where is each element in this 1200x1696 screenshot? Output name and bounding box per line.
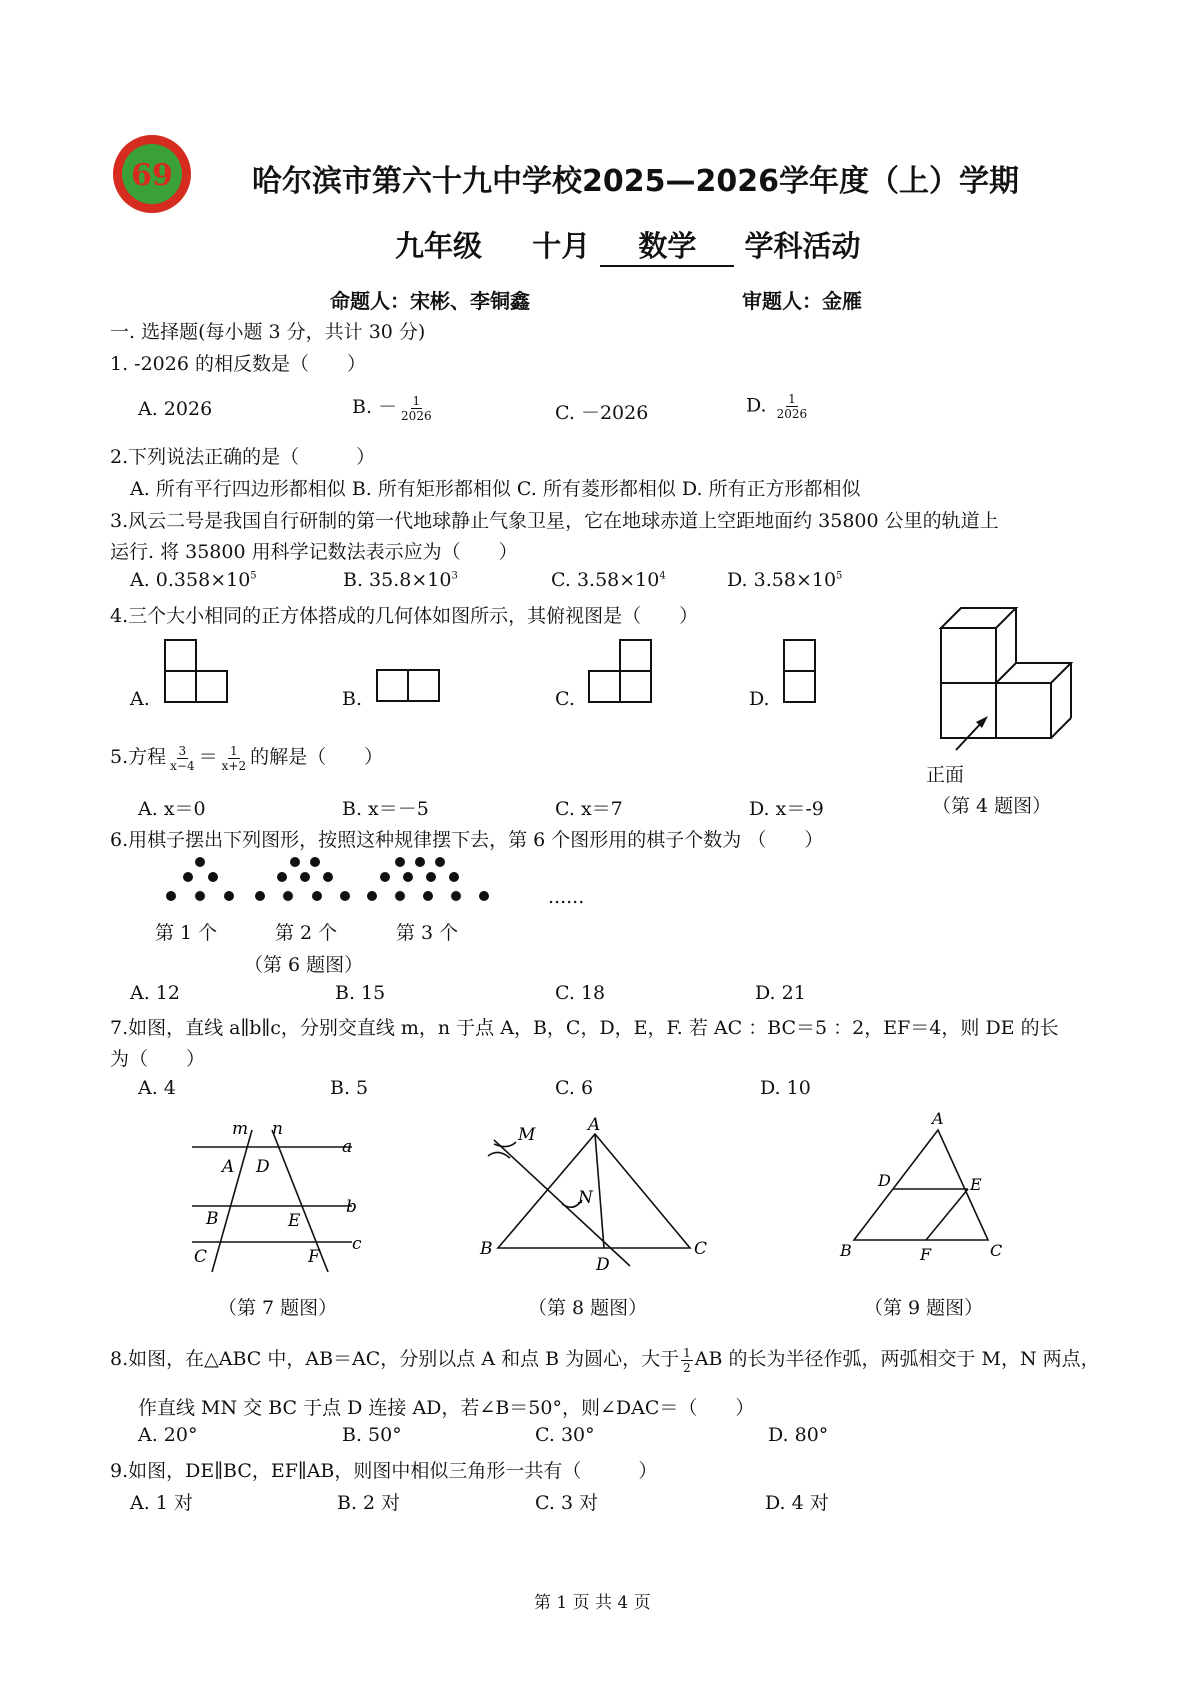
fig7-label-c: c [352,1234,362,1254]
fig7-label-A: A [222,1157,235,1177]
q5-stem-suffix: 的解是（ ） [250,746,384,768]
fraction-denominator: 2 [683,1360,691,1375]
q4-option-c-figure [588,639,654,705]
q6-label-3: 第 3 个 [396,922,459,944]
q7-option-a: A. 4 [138,1077,176,1099]
q3-option-c-text: C. 3.58×10 [551,569,660,591]
q4-front-label: 正面 [926,764,965,786]
q1-option-a: A. 2026 [138,398,213,420]
q5-fraction-right [220,744,248,773]
fig7-label-C: C [194,1247,208,1267]
q1-stem: 1. -2026 的相反数是（ ） [110,353,366,375]
q7-option-b: B. 5 [330,1077,369,1099]
q8-stem-line2: 作直线 MN 交 BC 于点 D 连接 AD，若∠B＝50°，则∠DAC＝（ ） [138,1397,755,1419]
fig8-caption: （第 8 题图） [528,1297,648,1319]
q7-stem-line2: 为（ ） [110,1048,206,1070]
fraction-numerator: 1 [412,393,421,408]
fig7-label-b: b [346,1197,357,1217]
q1-option-d-fraction [775,392,810,421]
q4-stem: 4.三个大小相同的正方体搭成的几何体如图所示，其俯视图是（ ） [110,605,699,627]
q3-stem-line1: 3.风云二号是我国自行研制的第一代地球静止气象卫星，它在地球赤道上空距地面约 35800 公里的轨道上 [110,510,999,532]
q5-equals: ＝ [198,746,218,768]
fig9-label-A: A [932,1110,944,1128]
fraction-numerator: 3 [178,743,187,758]
subject-label: 数学 [600,224,734,267]
fig7-label-F: F [308,1247,320,1267]
q5-fraction-left [168,744,196,773]
q4-option-b-label: B. [342,688,363,710]
school-logo [112,134,192,214]
fig7-label-m: m [232,1119,249,1139]
q1-option-c: C. －2026 [555,402,649,424]
q3-option-d [727,569,842,591]
fig8-label-B: B [480,1239,493,1259]
fig9-caption: （第 9 题图） [864,1297,984,1319]
q6-label-2: 第 2 个 [275,922,338,944]
q9-option-b: B. 2 对 [337,1492,401,1514]
q3-option-a [130,569,257,591]
q1-option-d-prefix: D. [746,394,773,417]
logo-number: 69 [131,158,173,193]
q4-option-a-figure [164,639,230,705]
fig9-label-B: B [840,1241,852,1260]
fig9-label-F: F [920,1245,932,1264]
q8-option-c: C. 30° [535,1424,595,1446]
q6-pattern-figure [160,852,510,908]
q4-option-d-figure [783,639,817,705]
q1-option-b [352,392,436,423]
q3-option-d-exponent: 5 [836,570,843,582]
fig8-label-A: A [588,1115,601,1135]
q8-option-b: B. 50° [342,1424,402,1446]
fig7-label-B: B [206,1209,219,1229]
fig8-label-N: N [578,1188,593,1208]
fig9-label-D: D [878,1171,891,1190]
fig8-label-D: D [596,1255,610,1275]
q7-option-d: D. 10 [760,1077,811,1099]
fig9-label-E: E [970,1175,982,1194]
fraction-denominator: 2026 [401,408,432,423]
q2-stem: 2.下列说法正确的是（ ） [110,446,376,468]
fig7-label-a: a [342,1137,353,1157]
q5-option-b: B. x＝－5 [342,798,429,820]
q6-stem: 6.用棋子摆出下列图形，按照这种规律摆下去，第 6 个图形用的棋子个数为 （ ） [110,829,824,851]
q3-option-a-exponent: 5 [250,570,257,582]
figure-8 [474,1112,712,1278]
q4-option-b-figure [376,669,442,703]
q3-option-c-exponent: 4 [659,570,666,582]
fraction-denominator: x+2 [221,758,247,773]
q6-ellipsis: ...... [548,886,585,908]
q2-options: A. 所有平行四边形都相似 B. 所有矩形都相似 C. 所有菱形都相似 D. 所有正方形都相似 [130,478,861,500]
q6-option-b: B. 15 [335,982,386,1004]
fraction-numerator: 1 [683,1345,691,1360]
q8-stem-suffix: AB 的长为半径作弧，两弧相交于 M，N 两点， [694,1348,1100,1370]
q6-option-a: A. 12 [130,982,180,1004]
q7-stem-line1: 7.如图，直线 a∥b∥c，分别交直线 m，n 于点 A，B，C，D，E，F. 若 AC ：BC＝5 ：2，EF＝4，则 DE 的长 [110,1017,1059,1039]
q9-option-d: D. 4 对 [765,1492,829,1514]
page-number: 第 1 页 共 4 页 [534,1593,651,1613]
month-label: 十月 [532,229,591,263]
q5-stem-prefix: 5.方程 [110,746,167,768]
fig7-caption: （第 7 题图） [218,1297,338,1319]
fraction-numerator: 1 [230,743,238,758]
q4-option-c-label: C. [555,688,575,710]
q3-option-d-text: D. 3.58×10 [727,569,837,591]
fig8-label-C: C [694,1239,708,1259]
figure-9 [834,1110,1010,1270]
q3-option-b-text: B. 35.8×10 [343,569,452,591]
fraction-numerator: 1 [788,392,796,406]
fig7-label-E: E [288,1211,301,1231]
q1-option-b-prefix: B. － [352,396,398,418]
q6-option-c: C. 18 [555,982,606,1004]
q6-option-d: D. 21 [755,982,806,1004]
fig7-label-n: n [272,1119,283,1139]
q6-figure-caption: （第 6 题图） [244,954,364,976]
exam-subtitle [395,224,861,267]
q1-option-d [746,392,811,421]
q3-stem-line2: 运行. 将 35800 用科学记数法表示应为（ ） [110,541,518,563]
q8-option-a: A. 20° [138,1424,198,1446]
q7-option-c: C. 6 [555,1077,594,1099]
q4-option-d-label: D. [749,688,770,710]
fraction-denominator: x−4 [170,758,195,773]
q8-stem-line1 [110,1344,1100,1375]
q4-option-a-label: A. [130,688,150,710]
q5-option-c: C. x＝7 [555,798,623,820]
q6-label-1: 第 1 个 [155,922,218,944]
activity-label: 学科活动 [744,229,861,263]
fig9-label-C: C [990,1241,1003,1260]
q9-stem: 9.如图，DE∥BC，EF∥AB，则图中相似三角形一共有（ ） [110,1460,658,1482]
fig8-label-M: M [518,1125,536,1145]
reviewer-line: 审题人：金雁 [742,289,862,313]
exam-title: 哈尔滨市第六十九中学校2025—2026学年度（上）学期 [252,164,1019,199]
q8-stem-prefix: 8.如图，在△ABC 中，AB＝AC，分别以点 A 和点 B 为圆心，大于 [110,1348,680,1370]
figure-7 [186,1118,372,1278]
q4-figure-caption: （第 4 题图） [932,795,1052,817]
q3-option-b-exponent: 3 [451,570,458,582]
q3-option-b [343,569,458,591]
q1-option-b-fraction [399,394,434,423]
q5-option-a: A. x＝0 [138,798,206,820]
logo-emblem-icon [112,134,192,214]
q9-option-a: A. 1 对 [130,1492,193,1514]
grade-label: 九年级 [395,229,483,263]
q9-option-c: C. 3 对 [535,1492,599,1514]
fraction-denominator: 2026 [776,407,808,421]
q3-option-c [551,569,666,591]
q5-stem [110,742,383,773]
q8-fraction [681,1346,693,1375]
q5-option-d: D. x＝-9 [749,798,824,820]
q3-option-a-text: A. 0.358×10 [130,569,251,591]
fig7-label-D: D [256,1157,270,1177]
section-heading: 一. 选择题(每小题 3 分，共计 30 分) [110,321,426,343]
q8-option-d: D. 80° [768,1424,829,1446]
author-line: 命题人：宋彬、李铜鑫 [330,289,530,313]
